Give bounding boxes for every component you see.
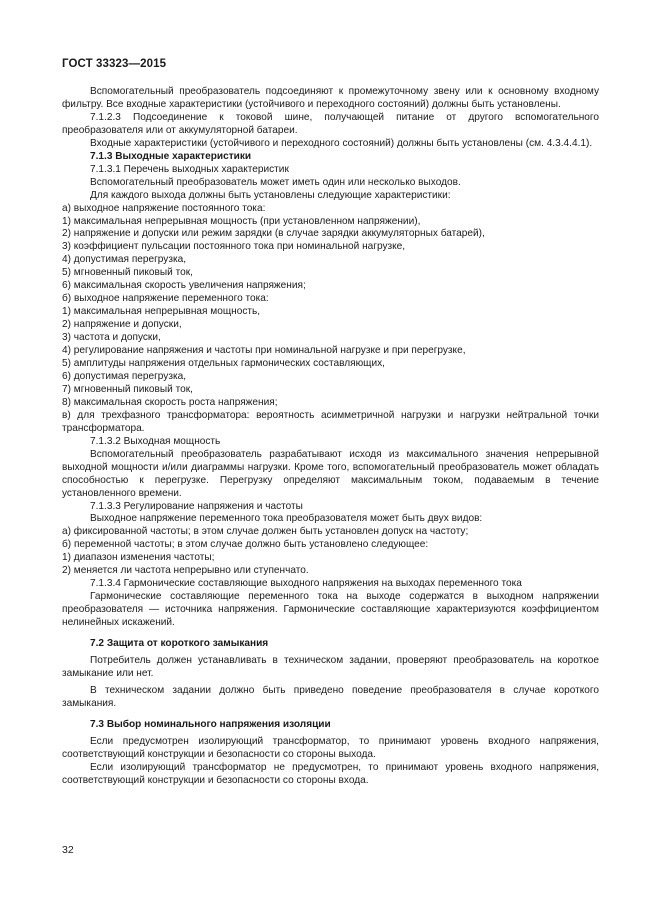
paragraph: Выходное напряжение переменного тока преобразователя может быть двух видов: [90, 513, 483, 525]
list-item: 2) напряжение и допуски или режим зарядки (в случае зарядки аккумуляторных батарей), [62, 228, 485, 240]
clause: 7.1.2.3 Подсоединение к токовой шине, получающей питание от другого вспомогательного преобразователя или от аккумуляторной батареи. [62, 111, 599, 136]
page-number: 32 [62, 844, 74, 856]
paragraph: Потребитель должен устанавливать в техническом задании, проверяют преобразователь на короткое замыкание или нет. [62, 654, 599, 679]
paragraph: Если предусмотрен изолирующий трансформатор, то принимают уровень входного напряжения, соответствующий конструкции и безопасности со стороны выхода. [62, 735, 599, 760]
list-item: 1) диапазон изменения частоты; [62, 552, 215, 564]
paragraph: Для каждого выхода должны быть установлены следующие характеристики: [90, 189, 451, 201]
list-item: 6) максимальная скорость увеличения напряжения; [62, 280, 306, 292]
paragraph: Входные характеристики (устойчивого и переходного состояний) должны быть установлены (см. 4.3.4.4.1). [90, 137, 593, 149]
list-item: а) выходное напряжение постоянного тока: [62, 202, 266, 214]
paragraph: В техническом задании должно быть приведено поведение преобразователя в случае короткого замыкания. [62, 684, 599, 709]
paragraph: Вспомогательный преобразователь может иметь один или несколько выходов. [90, 176, 461, 188]
section-heading: 7.2 Защита от короткого замыкания [90, 638, 269, 650]
list-item: 3) частота и допуски, [62, 332, 161, 344]
paragraph: Вспомогательный преобразователь подсоединяют к промежуточному звену или к основному входному фильтру. Все входные характеристики (устойчивого и переходного состояний) должны быть установлены. [62, 86, 599, 110]
section-heading: 7.1.3 Выходные характеристики [90, 150, 252, 162]
list-item: 4) допустимая перегрузка, [62, 254, 187, 266]
list-item: 8) максимальная скорость роста напряжения; [62, 396, 278, 408]
list-item: б) переменной частоты; в этом случае должно быть установлено следующее: [62, 539, 429, 551]
clause-heading: 7.1.3.1 Перечень выходных характеристик [90, 163, 289, 175]
list-item: б) выходное напряжение переменного тока: [62, 293, 269, 305]
list-item: 5) амплитуды напряжения отдельных гармонических составляющих, [62, 358, 385, 370]
clause-heading: 7.1.3.2 Выходная мощность [90, 435, 221, 447]
list-item: 4) регулирование напряжения и частоты при номинальной нагрузке и при перегрузке, [62, 345, 466, 357]
list-item: 1) максимальная непрерывная мощность, [62, 306, 261, 318]
standard-header: ГОСТ 33323—2015 [62, 58, 167, 70]
list-item: 3) коэффициент пульсации постоянного тока при номинальной нагрузке, [62, 241, 406, 253]
document-body [62, 86, 599, 788]
list-item: 7) мгновенный пиковый ток, [62, 383, 193, 395]
list-item: 6) допустимая перегрузка, [62, 370, 187, 382]
paragraph: Если изолирующий трансформатор не предусмотрен, то принимают уровень входного напряжения, соответствующий конструкции и безопасности со стороны входа. [62, 761, 599, 786]
paragraph: Вспомогательный преобразователь разрабатывают исходя из максимального значения непрерывной выходной мощности и/или диаграммы нагрузки. Кроме того, вспомогательный преобразователь может обладать способностью к перегрузке. Перегрузку определяют максимальным током, подаваемым в течение установленного времени. [62, 448, 599, 499]
list-item: 2) напряжение и допуски, [62, 319, 182, 331]
paragraph: Гармонические составляющие переменного тока на выходе содержатся в выходном напряжении преобразователя — источника напряжения. Гармонические составляющие характеризуются коэффициентом нелинейных искажений. [62, 591, 599, 629]
list-item: 1) максимальная непрерывная мощность (при установленном напряжении), [62, 215, 421, 227]
list-item: 2) меняется ли частота непрерывно или ступенчато. [62, 565, 309, 577]
list-item: а) фиксированной частоты; в этом случае должен быть установлен допуск на частоту; [62, 526, 469, 538]
clause-heading: 7.1.3.3 Регулирование напряжения и частоты [90, 500, 303, 512]
section-heading: 7.3 Выбор номинального напряжения изоляции [90, 718, 331, 730]
clause-heading: 7.1.3.4 Гармонические составляющие выходного напряжения на выходах переменного тока [90, 578, 522, 590]
list-item: в) для трехфазного трансформатора: вероятность асимметричной нагрузки и нагрузки нейтральной точки трансформатора. [62, 409, 599, 434]
list-item: 5) мгновенный пиковый ток, [62, 267, 193, 279]
